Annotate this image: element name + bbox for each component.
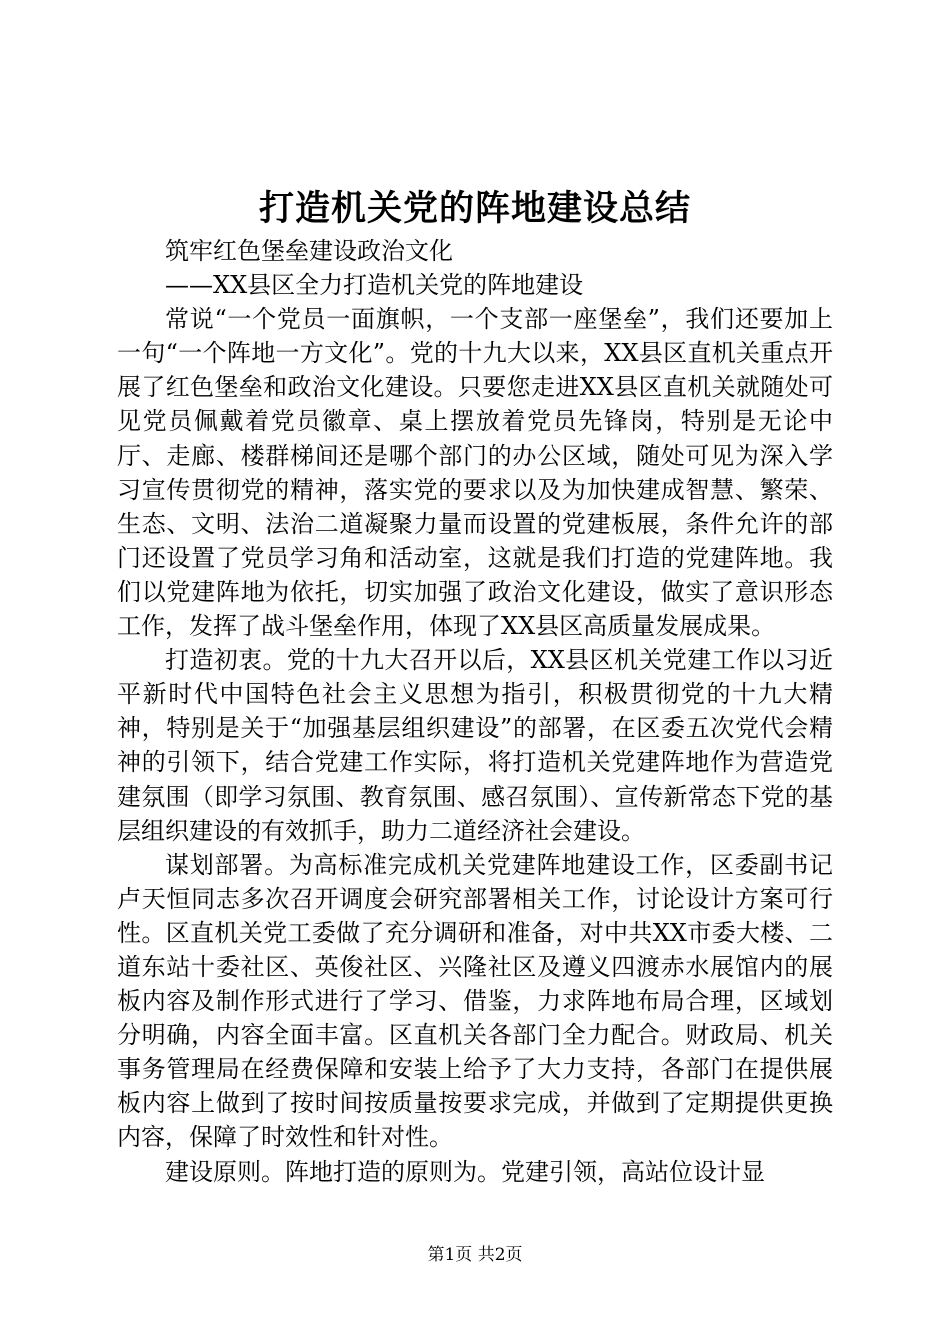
body-paragraph: 谋划部署。为高标准完成机关党建阵地建设工作，区委副书记卢天恒同志多次召开调度会研究部署相关工作，讨论设计方案可行性。区直机关党工委做了充分调研和准备，对中共XX市委大楼、二道东站十委社区、英俊社区、兴隆社区及遵义四渡赤水展馆内的展板内容及制作形式进行了学习、借鉴，力求阵地布局合理，区域划分明确，内容全面丰富。区直机关各部门全力配合。财政局、机关事务管理局在经费保障和安装上给予了大力支持，各部门在提供展板内容上做到了按时间按质量按要求完成，并做到了定期提供更换内容，保障了时效性和针对性。 <box>117 850 833 1152</box>
document-body <box>117 234 833 1189</box>
body-paragraph: 打造初衷。党的十九大召开以后，XX县区机关党建工作以习近平新时代中国特色社会主义思想为指引，积极贯彻党的十九大精神，特别是关于“加强基层组织建设”的部署，在区委五次党代会精神的引领下，结合党建工作实际，将打造机关党建阵地作为营造党建氛围（即学习氛围、教育氛围、感召氛围）、宣传新常态下党的基层组织建设的有效抓手，助力二道经济社会建设。 <box>117 646 833 845</box>
body-paragraph: 建设原则。阵地打造的原则为。党建引领，高站位设计显 <box>165 1157 765 1186</box>
document-subtitle: 筑牢红色堡垒建设政治文化 <box>165 237 453 265</box>
document-title: 打造机关党的阵地建设总结 <box>258 188 691 229</box>
document-subheading: ——XX县区全力打造机关党的阵地建设 <box>165 271 584 300</box>
body-paragraph: 常说“一个党员一面旗帜，一个支部一座堡垒”，我们还要加上一句“一个阵地一方文化”。党的十九大以来，XX县区直机关重点开展了红色堡垒和政治文化建设。只要您走进XX县区直机关就随处可见党员佩戴着党员徽章、桌上摆放着党员先锋岗，特别是无论中厅、走廊、楼群梯间还是哪个部门的办公区域，随处可见为深入学习宣传贯彻党的精神，落实党的要求以及为加快建成智慧、繁荣、生态、文明、法治二道凝聚力量而设置的党建板展，条件允许的部门还设置了党员学习角和活动室，这就是我们打造的党建阵地。我们以党建阵地为依托，切实加强了政治文化建设，做实了意识形态工作，发挥了战斗堡垒作用，体现了XX县区高质量发展成果。 <box>117 305 833 641</box>
page-number-footer: 第1页 共2页 <box>427 1245 523 1265</box>
